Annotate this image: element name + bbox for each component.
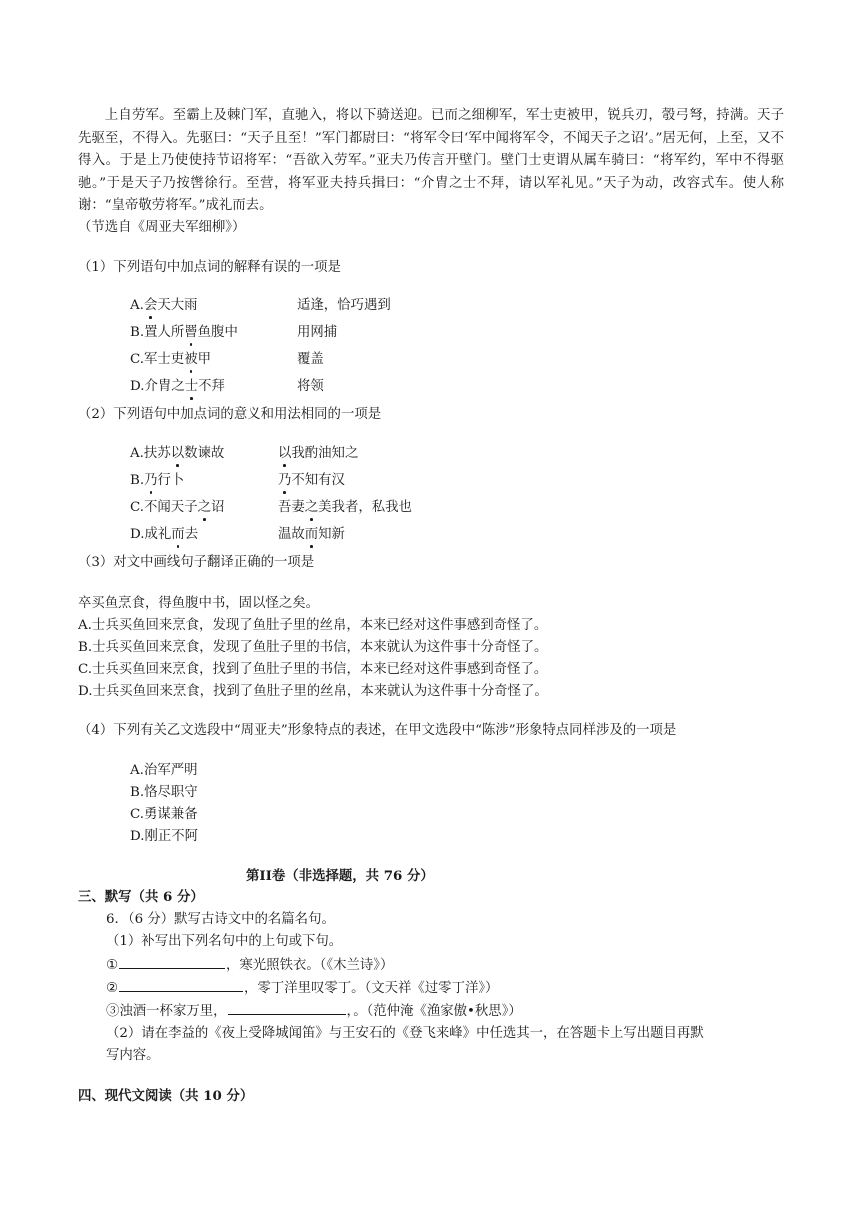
- q3-stem: （3）对文中画线句子翻译正确的一项是: [78, 555, 315, 570]
- q4-option-b: B.恪尽职守: [130, 785, 198, 800]
- section-4-title: 四、现代文阅读（共 10 分）: [78, 1088, 254, 1104]
- q1-option-a-meaning: 适逢，恰巧遇到: [297, 298, 391, 313]
- q6-sub1: （1）补写出下列名句中的上句或下句。: [106, 934, 343, 949]
- q3-option-c: C.士兵买鱼回来烹食，找到了鱼肚子里的书信，本来已经对这件事感到奇怪了。: [78, 662, 548, 677]
- q6-item-1: ① ，寒光照铁衣。（《木兰诗》）: [106, 955, 393, 976]
- q4-option-d: D.刚正不阿: [130, 829, 199, 844]
- section-3-title: 三、默写（共 6 分）: [78, 889, 204, 905]
- q6-sub2-line2: 写内容。: [106, 1048, 160, 1063]
- q2-option-b-left: B.乃行卜: [130, 471, 184, 491]
- q2-option-c-left: C.不闻天子之诏: [130, 498, 224, 518]
- q4-stem: （4）下列有关乙文选段中“周亚夫”形象特点的表述，在甲文选段中“陈涉”形象特点同样涉及的一项是: [78, 723, 677, 738]
- q2-option-b-right: 乃不知有汉: [278, 471, 345, 491]
- q2-option-c-right: 吾妻之美我者，私我也: [278, 498, 412, 518]
- q1-option-b: B.置人所罾鱼腹中: [130, 323, 238, 343]
- q2-option-d-right: 温故而知新: [278, 525, 345, 545]
- q6-sub2-line1: （2）请在李益的《夜上受降城闻笛》与王安石的《登飞来峰》中任选其一，在答题卡上写出题目再默: [106, 1026, 704, 1041]
- fill-blank-2[interactable]: [119, 978, 243, 992]
- q1-option-a: A.会天大雨: [130, 296, 198, 316]
- q2-option-a-left: A.扶苏以数谏故: [130, 444, 224, 464]
- q2-stem: （2）下列语句中加点词的意义和用法相同的一项是: [78, 407, 382, 422]
- q1-option-c-meaning: 覆盖: [297, 352, 324, 367]
- q3-option-b: B.士兵买鱼回来烹食，发现了鱼肚子里的书信，本来就认为这件事十分奇怪了。: [78, 640, 548, 655]
- passage-text: 上自劳军。至霸上及棘门军，直驰入，将以下骑送迎。已而之细柳军，军士吏被甲，锐兵刃，彀弓弩，持满。天子先驱至，不得入。先驱曰：“天子且至！”军门都尉曰：“将军令曰‘军中闻将军令，不闻天子之诏’。”居无何，上至，又不得入。于是上乃使使持节诏将军：“吾欲入劳军。”亚夫乃传言开壁门。壁门士吏谓从属车骑曰：“将军约，军中不得驱驰。”于是天子乃按辔徐行。至营，将军亚夫持兵揖曰：“介胄之士不拜，请以军礼见。”天子为动，改容式车。使人称谢：“皇帝敬劳将军。”成礼而去。: [78, 108, 784, 213]
- passage-source: （节选自《周亚夫军细柳》）: [78, 220, 246, 235]
- q6-stem: 6．（6 分）默写古诗文中的名篇名句。: [106, 912, 335, 927]
- q1-option-d: D.介胄之士不拜: [130, 377, 225, 397]
- volume-2-heading: 第II卷（非选择题，共 76 分）: [246, 868, 434, 884]
- q6-item-3: ③浊酒一杯家万里， ，。（范仲淹《渔家傲•秋思》）: [106, 1001, 522, 1022]
- q2-option-d-left: D.成礼而去: [130, 525, 198, 545]
- fill-blank-3[interactable]: [228, 1001, 346, 1015]
- q1-option-b-meaning: 用网捕: [297, 325, 338, 340]
- q1-stem: （1）下列语句中加点词的解释有误的一项是: [78, 260, 341, 275]
- q3-sentence: 卒买鱼烹食，得鱼腹中书，固以怪之矣。: [78, 596, 320, 611]
- q3-option-d: D.士兵买鱼回来烹食，找到了鱼肚子里的丝帛，本来就认为这件事十分奇怪了。: [78, 684, 548, 699]
- q3-option-a: A.士兵买鱼回来烹食，发现了鱼肚子里的丝帛，本来已经对这件事感到奇怪了。: [78, 618, 548, 633]
- fill-blank-1[interactable]: [119, 955, 225, 969]
- q1-option-d-meaning: 将领: [297, 379, 324, 394]
- q1-option-c: C.军士吏被甲: [130, 350, 211, 370]
- q4-option-c: C.勇谋兼备: [130, 807, 198, 822]
- q2-option-a-right: 以我酌油知之: [278, 444, 358, 464]
- q6-item-2: ② ，零丁洋里叹零丁。（文天祥《过零丁洋》）: [106, 978, 498, 999]
- q4-option-a: A.治军严明: [130, 763, 198, 778]
